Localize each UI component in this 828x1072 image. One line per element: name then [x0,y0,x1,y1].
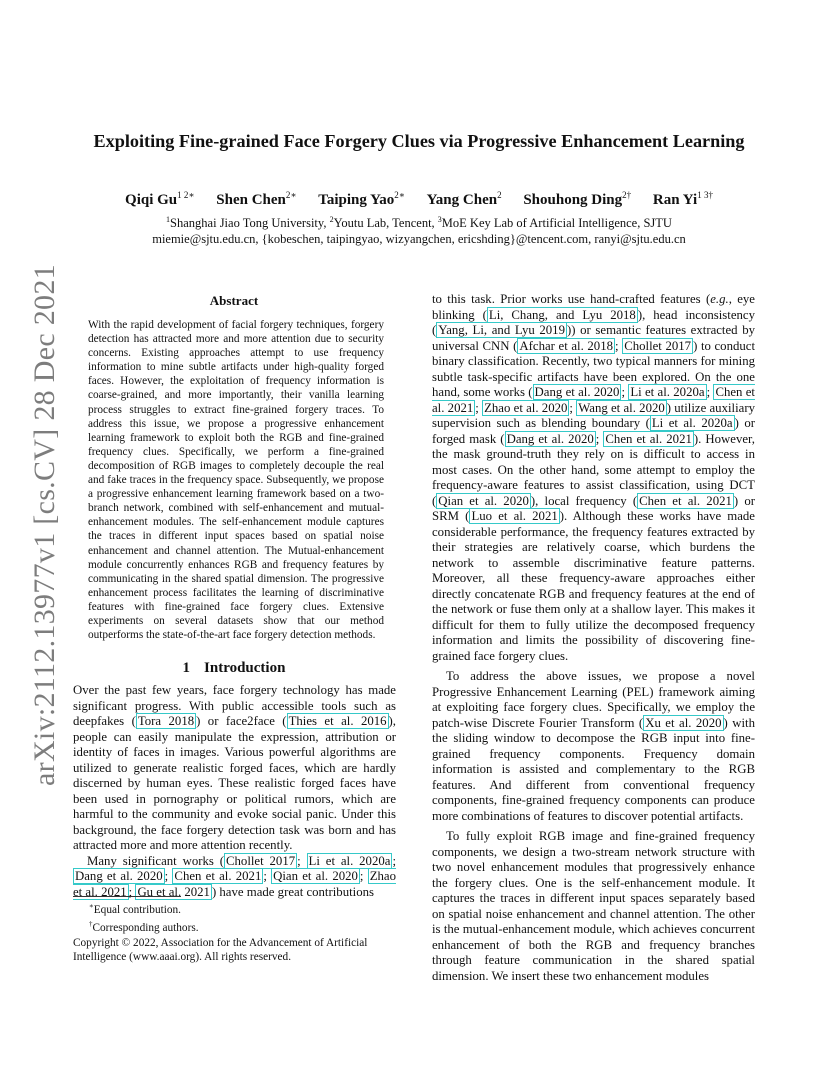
citation-link[interactable]: Li et al. 2020a [308,853,391,868]
citation-link[interactable]: Chen et al. 2021 [639,493,732,508]
citation-link[interactable]: Zhao et al. 2020 [484,400,568,415]
author: Shen Chen$^{2∗}$ [216,190,297,208]
citation-link[interactable]: Li et al. 2020a [651,416,733,430]
left-column-body [73,683,396,900]
arxiv-stamp: arXiv:2112.13977v1 [cs.CV] 28 Dec 2021 [28,264,61,786]
citation-link[interactable]: Dang et al. 2020 [534,385,620,399]
paragraph: To fully exploit RGB image and fine-grained frequency components, we design a two-stream network structure with two novel enhancement modules that progressively enhance the forgery clues. One is the self-enhancement module. It captures the traces in different input spaces separately based on spatial noise enhancement and channel attention. The other is the mutual-enhancement module, which achieves concurrent enhancement of both the RGB and frequency branches through feature communication in the shared spatial dimension. We insert these two enhancement modules [432,829,755,983]
footnotes [73,896,396,965]
paragraph: To address the above issues, we propose a novel Progressive Enhancement Learning (PEL) framework aiming at exploiting face forgery clues. Specifically, we employ the patch-wise Discrete Fourier Transform ( Xu et al. 2020 ) with the sliding window to decompose the RGB input into fine-grained frequency components. Frequency domain information is assisted and complementary to the RGB features. And different from conventional frequency components, fine-grained frequency components can produce more combinations of features to discover potential artifacts. [432,669,755,823]
citation-link[interactable]: Dang et al. 2020 [506,431,594,446]
author: Shouhong Ding$^{2\dagger}$ [523,190,632,208]
citation-link[interactable]: Qian et al. 2020 [438,493,529,508]
paragraph: Over the past few years, face forgery technology has made significant progress. With public accessible tools such as deepfakes ( Tora 2018 ) or face2face ( Thies et al. 2016 ), people can easily manipulate the expression, attribution or identity of faces in images. Various powerful algorithms are utilized to generate realistic forged faces, which are hardly discerned by human eyes. These realistic forged faces have been used in pornography or political rumors, which are harmful to the community and evoke social panic. Under this background, the face forgery detection task was born and has attracted more and more attention recently. [73,683,397,852]
citation-link[interactable]: Xu et al. 2020 [645,715,722,730]
citation-link[interactable]: Qian et al. 2020 [273,869,358,883]
footnote-rule [73,896,181,897]
paragraph: Many significant works ( Chollet 2017 ; Li et al. 2020a ; Dang et al. 2020 ; Chen et al. 2021 ; Qian et al. 2020 ; Zhao et al. 2021 ; Gu et al. 2021 ) have made great contributions [73,853,396,899]
author: Qiqi $Gu^{1 2∗}$ [125,190,195,208]
citation-link[interactable]: Chen et al. 2021 [605,431,692,446]
citation-link[interactable]: Thies et al. 2016 [288,714,387,728]
paper-title: Exploiting Fine-grained Face Forgery Clues via Progressive Enhancement Learning [93,131,745,151]
citation-link[interactable]: Tora 2018 [137,714,195,728]
citation-link[interactable]: Zhao et al. 2021 [73,869,396,899]
author-list [78,190,760,209]
affiliations: $^1$Shanghai Jiao Tong University, $^2$Youtu Lab, Tencent, $^3$MoE Key Lab of Artificial Intelligence, SJTU [166,215,672,231]
citation-link[interactable]: Afchar et al. 2018 [519,338,614,353]
citation-link[interactable]: Chen et al. 2021 [174,869,262,883]
copyright-notice: Copyright © 2022, Association for the Advancement of Artificial Intelligence (www.aaai.org). All rights reserved. [73,937,368,963]
citation-link[interactable]: Chollet 2017 [624,338,692,353]
footnote: ∗Equal contribution. [89,902,181,916]
citation-link[interactable]: Yang, Li, and Lyu 2019 [438,323,565,337]
citation-link[interactable]: Dang et al. 2020 [75,869,163,883]
citation-link[interactable]: Li, Chang, and Lyu 2018 [488,307,636,322]
abstract-text: With the rapid development of facial forgery techniques, forgery detection has attracted more and more attention due to security concerns. Existing approaches attempt to use frequency information to mine subtle artifacts under high-quality forged faces. However, the exploitation of frequency information is coarse-grained, and more importantly, their vanilla learning process struggles to extract fine-grained forgery traces. To address this issue, we propose a progressive enhancement learning framework to exploit both the RGB and fine-grained frequency clues. Specifically, we perform a fine-grained decomposition of RGB images to completely decouple the real and fake traces in the frequency space. Subsequently, we propose a progressive enhancement learning framework based on a two-branch network, combined with self-enhancement and mutual-enhancement modules. The self-enhancement module captures the traces in different input spaces based on spatial noise enhancement and channel attention. The Mutual-enhancement module concurrently enhances RGB and frequency features by communicating in the shared spatial dimension. The progressive enhancement process facilitates the learning of discriminative features with fine-grained face forgery clues. Extensive experiments on several datasets show that our method outperforms the state-of-the-art face forgery detection methods. [88,319,384,642]
right-column-body [432,292,755,984]
section-heading-introduction: 1 Introduction [182,660,286,676]
author-emails: miemie@sjtu.edu.cn, {kobeschen, taipingyao, wizyangchen, ericshding}@tencent.com, ranyi@sjtu.edu.cn [152,232,686,246]
citation-link[interactable]: Chollet 2017 [225,853,296,868]
citation-link[interactable]: Li et al. 2020a [630,385,705,399]
citation-link[interactable]: Luo et al. 2021 [471,509,558,523]
author: Yang Chen$^2$ [426,190,502,208]
citation-link[interactable]: Wang et al. 2020 [578,400,665,415]
author: Ran $Yi^{1 3\dagger}$ [652,190,713,208]
footnote: †Corresponding authors. [89,919,199,934]
author: Taiping Yao$^{2∗}$ [318,190,405,208]
paragraph: to this task. Prior works use hand-crafted features (e.g., eye blinking ( Li, Chang, and Lyu 2018 ), head inconsistency ( Yang, Li, and Lyu 2019 )) or semantic features extracted by universal CNN ( Afchar et al. 2018 ; Chollet 2017 ) to conduct binary classification. Recently, two typical manners for mining subtle task-specific artifacts have been explored. On the one hand, some works ( Dang et al. 2020 ; Li et al. 2020a ; Chen et al. 2021 ; Zhao et al. 2020 ; Wang et al. 2020 ) utilize auxiliary supervision such as blending boundary ( Li et al. 2020a ) or forged mask ( Dang et al. 2020 ; Chen et al. 2021 ). However, the mask ground-truth they rely on is difficult to access in most cases. On the other hand, some attempt to employ the frequency-aware features to assist classification, using DCT ( Qian et al. 2020 ), local frequency ( Chen et al. 2021 ) or SRM ( Luo et al. 2021 ). Although these works have made considerable performance, the frequency features extracted by their strategies are relatively coarse, which burdens the network to assemble discriminative feature patterns. Moreover, all these frequency-aware approaches either directly concatenate RGB and frequency features at the end of the network or fuse them only at a shallow layer. This makes it difficult for them to fully utilize the decomposed frequency information and limits the possibility of discovering fine-grained face forgery clues. [432,292,756,663]
abstract-heading: Abstract [209,293,259,308]
citation-link[interactable]: Gu et al. 2021 [137,884,210,899]
citation-link[interactable]: Chen et al. 2021 [432,385,755,415]
